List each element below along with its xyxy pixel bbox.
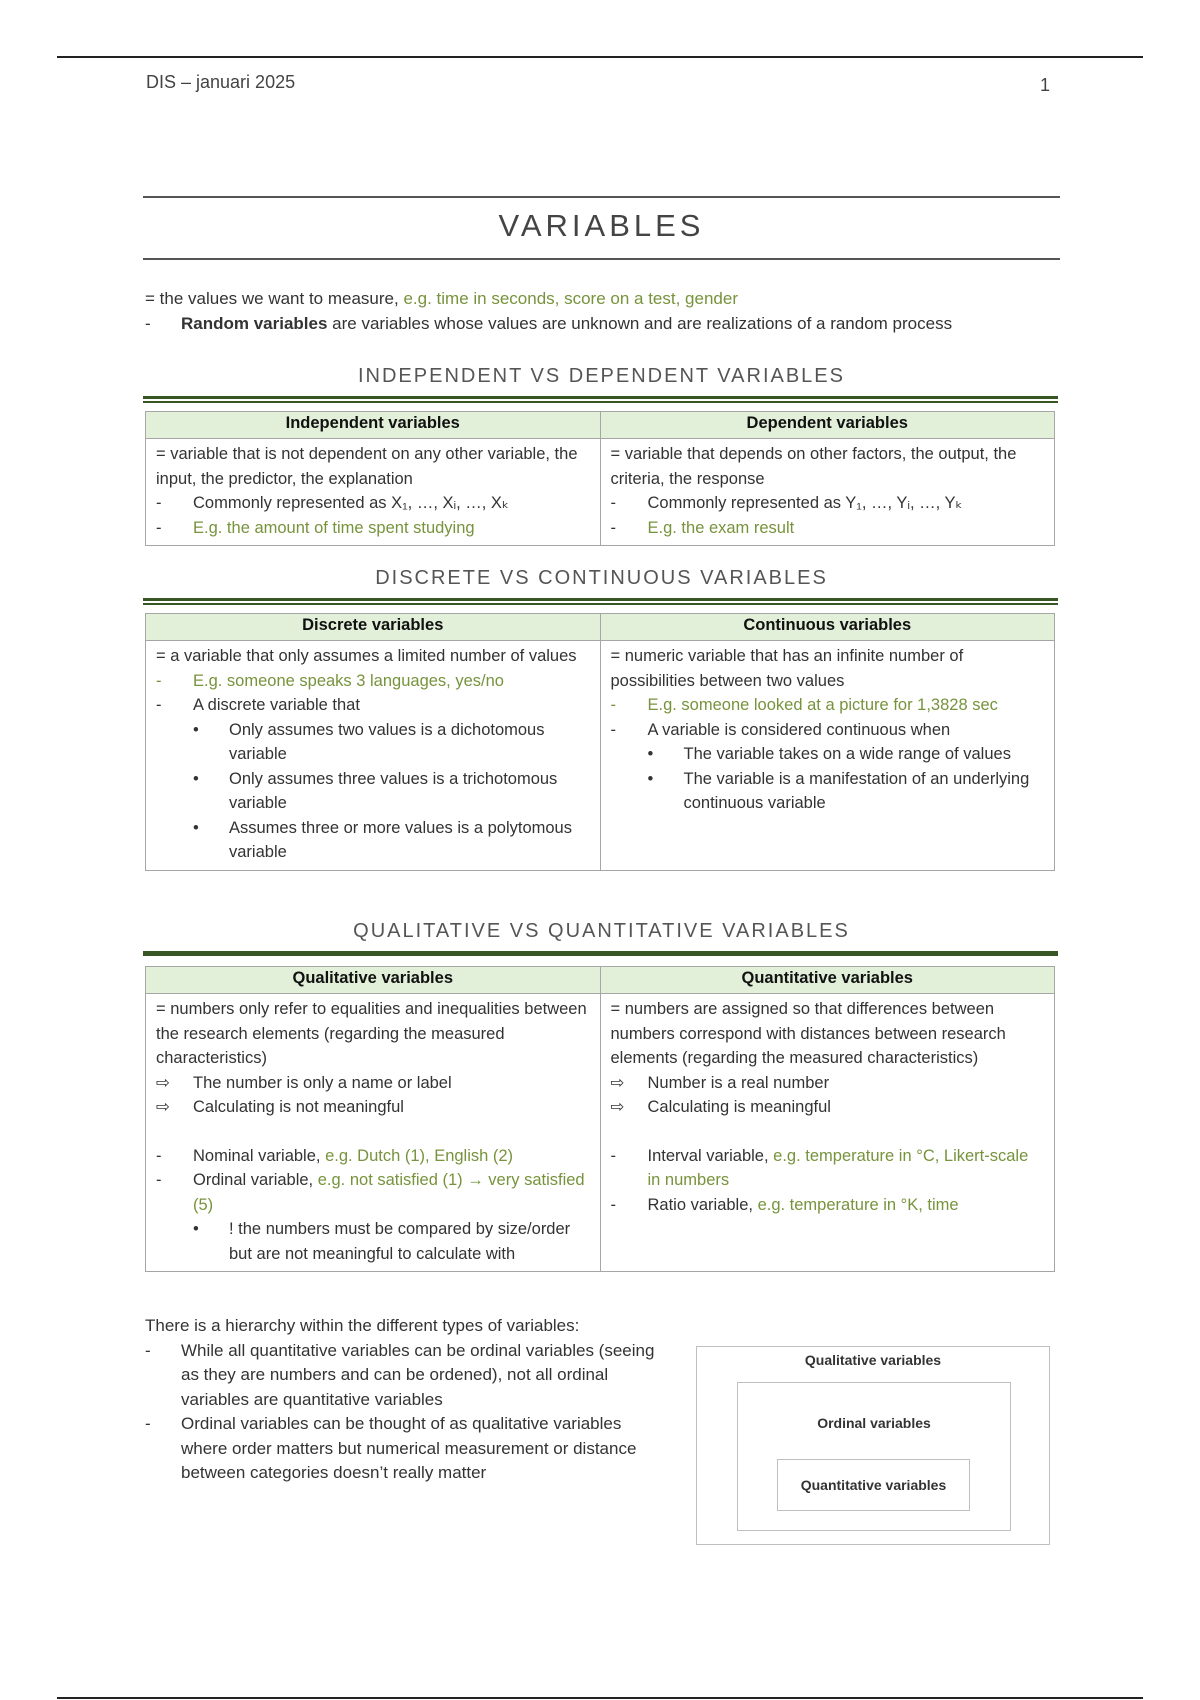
discrete-cell <box>146 641 601 871</box>
bullet-item <box>611 767 1045 816</box>
arrow-text: The number is only a name or label <box>193 1073 452 1092</box>
section-title-discrete-continuous: DISCRETE VS CONTINUOUS VARIABLES <box>375 567 828 589</box>
qualitative-definition: = numbers only refer to equalities and inequalities between the research elements (regarding the measured characteristics) <box>156 1000 587 1067</box>
title-block <box>143 196 1060 260</box>
arrow-item <box>156 1071 590 1096</box>
list-item <box>156 516 590 541</box>
dash-marker: - <box>610 720 616 739</box>
bullet-text: Only assumes two values is a dichotomous variable <box>229 720 545 763</box>
random-variables-term: Random variables <box>181 314 328 333</box>
interval-label: Interval variable, <box>647 1146 774 1165</box>
bullet-marker: • <box>193 769 199 788</box>
continuous-definition: = numeric variable that has an infinite number of possibilities between two values <box>610 647 964 690</box>
continuous-intro: A variable is considered continuous when <box>647 720 951 739</box>
arrow-icon: ⇨ <box>610 1073 625 1092</box>
bullet-text: ! the numbers must be compared by size/order but are not meaningful to calculate with <box>229 1220 571 1263</box>
dependent-notation: Commonly represented as Y₁, …, Yᵢ, …, Yₖ <box>647 494 963 512</box>
list-item <box>611 1144 1045 1193</box>
qualitative-quantitative-table <box>145 966 1055 1272</box>
quantitative-definition: = numbers are assigned so that differences between numbers correspond with distances between research elements (regarding the measured characteristics) <box>610 1000 1006 1067</box>
list-item <box>611 718 1045 743</box>
independent-definition: = variable that is not dependent on any other variable, the input, the predictor, the explanation <box>156 445 578 488</box>
arrow-icon: ⇨ <box>156 1098 170 1116</box>
top-rule <box>57 56 1143 58</box>
list-item <box>611 516 1045 541</box>
dash-marker: - <box>145 1340 151 1360</box>
discrete-continuous-table <box>145 613 1055 871</box>
bullet-marker: • <box>193 1220 199 1238</box>
bullet-text: Only assumes three values is a trichotomous variable <box>229 769 558 812</box>
intro <box>145 286 1065 336</box>
quantitative-cell <box>600 994 1055 1272</box>
quantitative-header: Quantitative variables <box>600 967 1055 994</box>
bullet-text: The variable takes on a wide range of values <box>683 745 1011 763</box>
hierarchy-text <box>145 1314 665 1486</box>
hierarchy-item: While all quantitative variables can be ordinal variables (seeing as they are numbers and can be ordened), not all ordinal variables are quantitative variables <box>181 1340 655 1409</box>
dash-marker: - <box>156 696 162 714</box>
bullet-marker: • <box>193 818 199 837</box>
random-variables-line <box>145 311 1065 336</box>
discrete-definition: = a variable that only assumes a limited number of values <box>156 647 577 665</box>
running-header: DIS – januari 2025 <box>146 72 296 92</box>
dash-marker: - <box>610 494 616 512</box>
dash-marker: - <box>610 696 616 714</box>
page-number: 1 <box>1040 75 1051 95</box>
dependent-example: E.g. the exam result <box>647 518 795 537</box>
bullet-marker: • <box>647 769 654 788</box>
qualitative-cell <box>146 994 601 1272</box>
diagram-label-quantitative: Quantitative variables <box>800 1477 947 1493</box>
definition-line <box>145 286 1065 311</box>
ordinal-example: e.g. not satisfied (1) → very satisfied (5) <box>193 1171 585 1214</box>
bullet-marker: • <box>647 745 654 763</box>
interval-example: e.g. temperature in °C, Likert-scale in numbers <box>647 1146 1029 1189</box>
list-item <box>156 491 590 516</box>
list-item <box>611 491 1045 516</box>
dash-marker: - <box>156 518 162 537</box>
arrow-text: Calculating is meaningful <box>647 1098 831 1116</box>
continuous-cell <box>600 641 1055 871</box>
dash-marker: - <box>610 1195 616 1214</box>
spacer <box>156 1120 590 1144</box>
list-item <box>611 1193 1045 1218</box>
dash-marker: - <box>156 494 162 512</box>
list-item <box>156 693 590 718</box>
arrow-icon: ⇨ <box>156 1073 170 1092</box>
dash-marker: - <box>145 1414 151 1433</box>
section-rule <box>143 598 1058 605</box>
arrow-item <box>611 1095 1045 1120</box>
diagram-label-qualitative: Qualitative variables <box>804 1352 942 1368</box>
independent-cell <box>146 439 601 546</box>
continuous-header: Continuous variables <box>600 614 1055 641</box>
hierarchy-intro: There is a hierarchy within the different types of variables: <box>145 1316 580 1335</box>
ordinal-label: Ordinal variable, <box>193 1171 318 1189</box>
list-item <box>145 1339 665 1413</box>
dash-marker: - <box>145 314 151 333</box>
independent-example: E.g. the amount of time spent studying <box>193 518 475 537</box>
definition-text: = the values we want to measure, <box>145 289 404 308</box>
hierarchy-item: Ordinal variables can be thought of as qualitative variables where order matters but numerical measurement or distance between categories doesn’t really matter <box>181 1414 637 1482</box>
independent-dependent-table <box>145 411 1055 546</box>
bottom-rule <box>57 1697 1143 1699</box>
arrow-text: Number is a real number <box>647 1073 830 1092</box>
ratio-example: e.g. temperature in °K, time <box>757 1195 959 1214</box>
independent-header: Independent variables <box>146 412 601 439</box>
dash-marker: - <box>610 1146 616 1165</box>
spacer <box>611 1120 1045 1144</box>
nominal-example: e.g. Dutch (1), English (2) <box>325 1146 514 1165</box>
dash-marker: - <box>156 1146 162 1165</box>
discrete-example: E.g. someone speaks 3 languages, yes/no <box>193 671 504 690</box>
dependent-definition: = variable that depends on other factors, the output, the criteria, the response <box>610 445 1017 488</box>
bullet-text: The variable is a manifestation of an underlying continuous variable <box>683 769 1030 812</box>
arrow-icon: ⇨ <box>610 1098 625 1116</box>
discrete-intro: A discrete variable that <box>193 696 360 714</box>
section-rule <box>143 396 1058 403</box>
list-item <box>156 669 590 694</box>
bullet-item <box>611 742 1045 767</box>
list-item <box>156 1144 590 1169</box>
section-rule <box>143 951 1058 956</box>
definition-example: e.g. time in seconds, score on a test, gender <box>403 289 738 308</box>
bullet-item <box>156 816 590 865</box>
list-item <box>611 693 1045 718</box>
bullet-text: Assumes three or more values is a polytomous variable <box>229 818 572 861</box>
dependent-cell <box>600 439 1055 546</box>
bullet-marker: • <box>193 720 199 739</box>
bullet-item <box>156 767 590 816</box>
independent-notation: Commonly represented as X₁, …, Xᵢ, …, Xₖ <box>193 494 509 512</box>
discrete-header: Discrete variables <box>146 614 601 641</box>
qualitative-header: Qualitative variables <box>146 967 601 994</box>
dash-marker: - <box>610 518 616 537</box>
dash-marker: - <box>156 1171 162 1189</box>
ratio-label: Ratio variable, <box>647 1195 758 1214</box>
list-item <box>145 1412 665 1486</box>
nominal-label: Nominal variable, <box>193 1146 326 1165</box>
dash-marker: - <box>156 671 162 690</box>
diagram-label-ordinal: Ordinal variables <box>817 1415 931 1431</box>
list-item <box>156 1168 590 1217</box>
continuous-example: E.g. someone looked at a picture for 1,3828 sec <box>647 696 998 714</box>
section-title-qualitative-quantitative: QUALITATIVE VS QUANTITATIVE VARIABLES <box>353 920 850 942</box>
dependent-header: Dependent variables <box>600 412 1055 439</box>
arrow-item <box>156 1095 590 1120</box>
arrow-text: Calculating is not meaningful <box>193 1098 404 1116</box>
bullet-item <box>156 718 590 767</box>
arrow-item <box>611 1071 1045 1096</box>
page-title: VARIABLES <box>498 208 705 243</box>
random-variables-definition: are variables whose values are unknown and are realizations of a random process <box>327 314 953 333</box>
section-title-independent-dependent: INDEPENDENT VS DEPENDENT VARIABLES <box>357 365 845 387</box>
bullet-item <box>156 1217 590 1266</box>
